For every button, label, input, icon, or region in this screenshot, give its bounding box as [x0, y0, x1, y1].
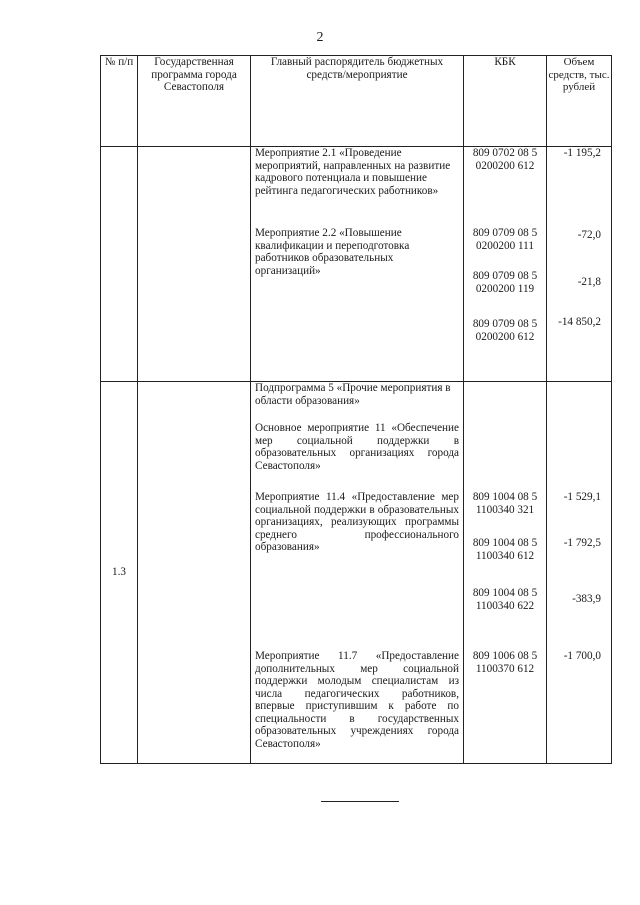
kbk-code: 809 0709 08 5 0200200 111 [472, 227, 538, 252]
row-number: 1.3 [101, 382, 138, 764]
distributor-cell [251, 382, 464, 764]
budget-table [100, 55, 612, 764]
event-2-1: Мероприятие 2.1 «Проведение мероприятий, направленных на развитие кадрового потенциала и повышение рейтинга педагогических работников» [255, 147, 451, 197]
kbk-code: 809 1004 08 5 1100340 612 [472, 537, 538, 562]
page-number: 2 [316, 30, 324, 45]
row-number [101, 147, 138, 382]
kbk-code: 809 0709 08 5 0200200 612 [472, 318, 538, 343]
header-num: № п/п [101, 56, 138, 147]
kbk-code: 809 1004 08 5 1100340 622 [472, 587, 538, 612]
header-amount: Объем средств, тыс. рублей [547, 56, 612, 147]
program-cell [138, 147, 251, 382]
header-kbk: КБК [464, 56, 547, 147]
footer-divider [321, 801, 399, 802]
amount-value: -1 700,0 [563, 650, 601, 662]
amount-value: -1 195,2 [563, 147, 601, 159]
amount-value: -1 529,1 [563, 491, 601, 503]
kbk-cell [464, 147, 547, 382]
table-row [101, 147, 612, 382]
subprogram-5: Подпрограмма 5 «Прочие мероприятия в области образования» [255, 382, 451, 407]
event-11-7: Мероприятие 11.7 «Предоставление дополнительных мер социальной поддержки молодым специалистам из числа педагогических работников, впервые приступившим к работе по специальности в государственных образовательных учреждениях города Севастополя» [255, 650, 459, 750]
distributor-cell [251, 147, 464, 382]
amount-cell [547, 147, 612, 382]
kbk-code: 809 1004 08 5 1100340 321 [472, 491, 538, 516]
program-cell [138, 382, 251, 764]
kbk-code: 809 0702 08 5 0200200 612 [472, 147, 538, 172]
table-header-row [101, 56, 612, 147]
amount-value: -72,0 [577, 229, 601, 241]
amount-cell [547, 382, 612, 764]
event-11-4: Мероприятие 11.4 «Предоставление мер социальной поддержки в образовательных организациях, реализующих программы среднего профессионального образования» [255, 491, 459, 553]
header-program: Государственная программа города Севастополя [138, 56, 251, 147]
amount-value: -21,8 [577, 276, 601, 288]
event-2-2: Мероприятие 2.2 «Повышение квалификации и переподготовка работников образовательных организаций» [255, 227, 410, 277]
kbk-code: 809 1006 08 5 1100370 612 [472, 650, 538, 675]
kbk-cell [464, 382, 547, 764]
amount-value: -14 850,2 [558, 316, 601, 328]
table-row [101, 382, 612, 764]
kbk-code: 809 0709 08 5 0200200 119 [472, 270, 538, 295]
amount-value: -383,9 [572, 593, 601, 605]
header-distributor: Главный распорядитель бюджетных средств/мероприятие [251, 56, 464, 147]
main-event-11: Основное мероприятие 11 «Обеспечение мер социальной поддержки в образовательных организациях города Севастополя» [255, 422, 459, 472]
amount-value: -1 792,5 [563, 537, 601, 549]
